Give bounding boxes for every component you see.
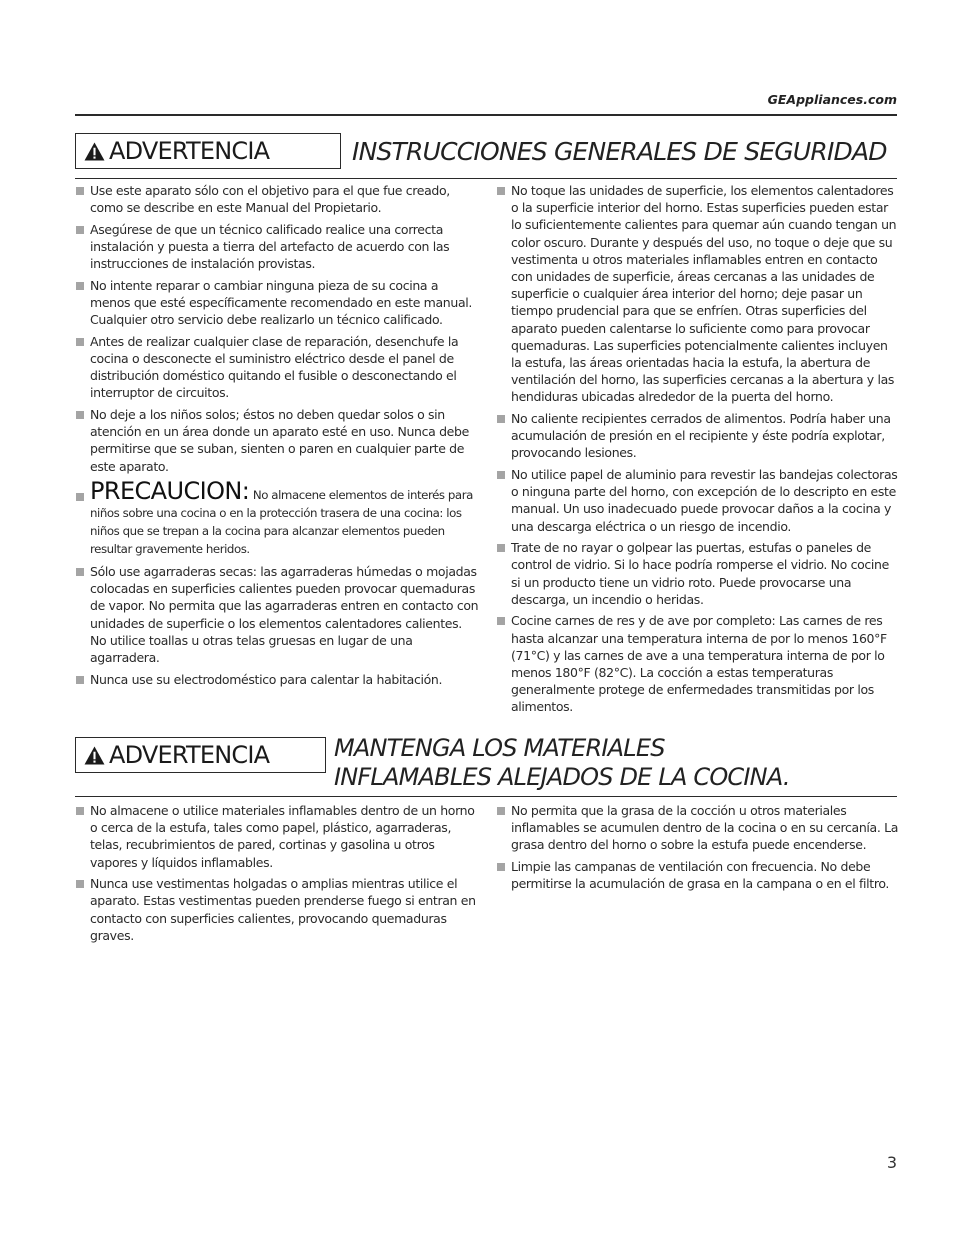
right-column — [496, 802, 900, 897]
bullet-square-icon — [497, 187, 505, 195]
site-url: GEAppliances.com — [767, 92, 897, 107]
list-item: Nunca use su electrodoméstico para calentar la habitación. — [75, 671, 480, 688]
bullet-square-icon — [76, 568, 84, 576]
warning-box — [75, 737, 326, 773]
bullet-square-icon — [76, 282, 84, 290]
list-item: Sólo use agarraderas secas: las agarraderas húmedas o mojadas colocadas en superficies calientes pueden provocar quemaduras de vapor. No permita que las agarraderas entren en contacto con unidades de superficie o los elementos calentadores calientes. No utilice toallas u otras telas gruesas en lugar de una agarradera. — [75, 563, 480, 666]
section-title: INSTRUCCIONES GENERALES DE SEGURIDAD — [352, 137, 887, 166]
bullet-square-icon — [76, 807, 84, 815]
warning-triangle-icon — [84, 746, 105, 765]
list-item: Cocine carnes de res y de ave por completo: Las carnes de res hasta alcanzar una temperatura interna de por lo menos 160°F (71°C) y las carnes de ave a una temperatura interna de por lo menos 180°F (82°C). La cocción a estas temperaturas generalmente protege de enfermedades transmitidas por los alimentos. — [496, 612, 900, 715]
bullet-square-icon — [76, 338, 84, 346]
list-item: Asegúrese de que un técnico calificado realice una correcta instalación y puesta a tierra del artefacto de acuerdo con las instrucciones de instalación provistas. — [75, 221, 480, 273]
bullet-square-icon — [76, 411, 84, 419]
bullet-square-icon — [76, 226, 84, 234]
warning-label: ADVERTENCIA — [109, 741, 270, 769]
list-item: Antes de realizar cualquier clase de reparación, desenchufe la cocina o desconecte el suministro eléctrico desde el panel de distribución doméstico quitando el fusible o desconectando el interruptor de circuitos. — [75, 333, 480, 402]
list-item: No intente reparar o cambiar ninguna pieza de su cocina a menos que esté específicamente recomendado en este manual. Cualquier otro servicio debe realizarlo un técnico calificado. — [75, 277, 480, 329]
bullet-square-icon — [497, 415, 505, 423]
list-item: No utilice papel de aluminio para revestir las bandejas colectoras o ninguna parte del horno, con excepción de lo descripto en este manual. Un uso inadecuado puede provocar daños a la cocina y una descarga eléctrica o un riesgo de incendio. — [496, 466, 900, 535]
bullet-square-icon — [76, 187, 84, 195]
list-item: No permita que la grasa de la cocción u otros materiales inflamables se acumulen dentro de la cocina o en su cercanía. La grasa dentro del horno o sobre la estufa puede encenderse. — [496, 802, 900, 854]
section-rule — [75, 178, 897, 179]
section-title-line: INFLAMABLES ALEJADOS DE LA COCINA. — [334, 763, 790, 791]
section-rule — [75, 796, 897, 797]
bullet-square-icon — [497, 471, 505, 479]
bullet-square-icon — [497, 807, 505, 815]
left-column — [75, 182, 480, 692]
section-title — [334, 734, 790, 792]
bullet-square-icon — [76, 676, 84, 684]
caution-text: No almacene elementos de interés para niños sobre una cocina o en la protección trasera de una cocina: los niños que se trepan a la cocina para alcanzar elementos pueden resultar gravemente heridos. — [90, 487, 473, 557]
bullet-square-icon — [76, 880, 84, 888]
caution-item — [75, 476, 480, 559]
list-item: No caliente recipientes cerrados de alimentos. Podría haber una acumulación de presión en el recipiente y éste podría explotar, provocando lesiones. — [496, 410, 900, 462]
caution-label: PRECAUCION: — [90, 476, 250, 505]
list-item: Nunca use vestimentas holgadas o amplias mientras utilice el aparato. Estas vestimentas pueden prenderse fuego si entran en contacto con superficies calientes, provocando quemaduras graves. — [75, 875, 480, 944]
bullet-square-icon — [497, 863, 505, 871]
page-number: 3 — [886, 1153, 897, 1172]
list-item: No almacene o utilice materiales inflamables dentro de un horno o cerca de la estufa, tales como papel, plástico, agarraderas, telas, recubrimientos de pared, cortinas y gasolina u otros vapores y líquidos inflamables. — [75, 802, 480, 871]
list-item: No toque las unidades de superficie, los elementos calentadores o la superficie interior del horno. Estas superficies pueden estar lo suficientemente calientes para quemar aún cuando tengan un color oscuro. Durante y después del uso, no toque o deje que su vestimenta u otros materiales inflamables entren en contacto con unidades de superficie, áreas cercanas a las unidades de superficie o cualquier área interior del horno; deje pasar un tiempo prudencial para que se enfríen. Otras superficies del aparato pueden calentarse lo suficiente como para provocar quemaduras. Las superficies potencialmente calientes incluyen la estufa, las áreas orientadas hacia la estufa, la abertura de ventilación del horno, las superficies cercanas a la abertura y las hendiduras ubicadas alrededor de la puerta del horno. — [496, 182, 900, 406]
bullet-square-icon — [76, 493, 84, 501]
bullet-square-icon — [497, 617, 505, 625]
bullet-square-icon — [497, 544, 505, 552]
warning-label: ADVERTENCIA — [109, 137, 270, 165]
left-column — [75, 802, 480, 948]
list-item: No deje a los niños solos; éstos no deben quedar solos o sin atención en un área donde un aparato esté en uso. Nunca debe permitirse que se suban, sienten o paren en cualquier parte de este aparato. — [75, 406, 480, 475]
list-item: Limpie las campanas de ventilación con frecuencia. No debe permitirse la acumulación de grasa en la campana o en el filtro. — [496, 858, 900, 892]
section-title-line: MANTENGA LOS MATERIALES — [334, 734, 665, 762]
header-rule — [75, 114, 897, 116]
list-item: Use este aparato sólo con el objetivo para el que fue creado, como se describe en este Manual del Propietario. — [75, 182, 480, 216]
list-item: Trate de no rayar o golpear las puertas, estufas o paneles de control de vidrio. Si lo hace podría romperse el vidrio. No cocine si un producto tiene un vidrio roto. Puede provocarse una descarga, un incendio o heridas. — [496, 539, 900, 608]
right-column — [496, 182, 900, 720]
warning-triangle-icon — [84, 142, 105, 161]
warning-box — [75, 133, 341, 169]
